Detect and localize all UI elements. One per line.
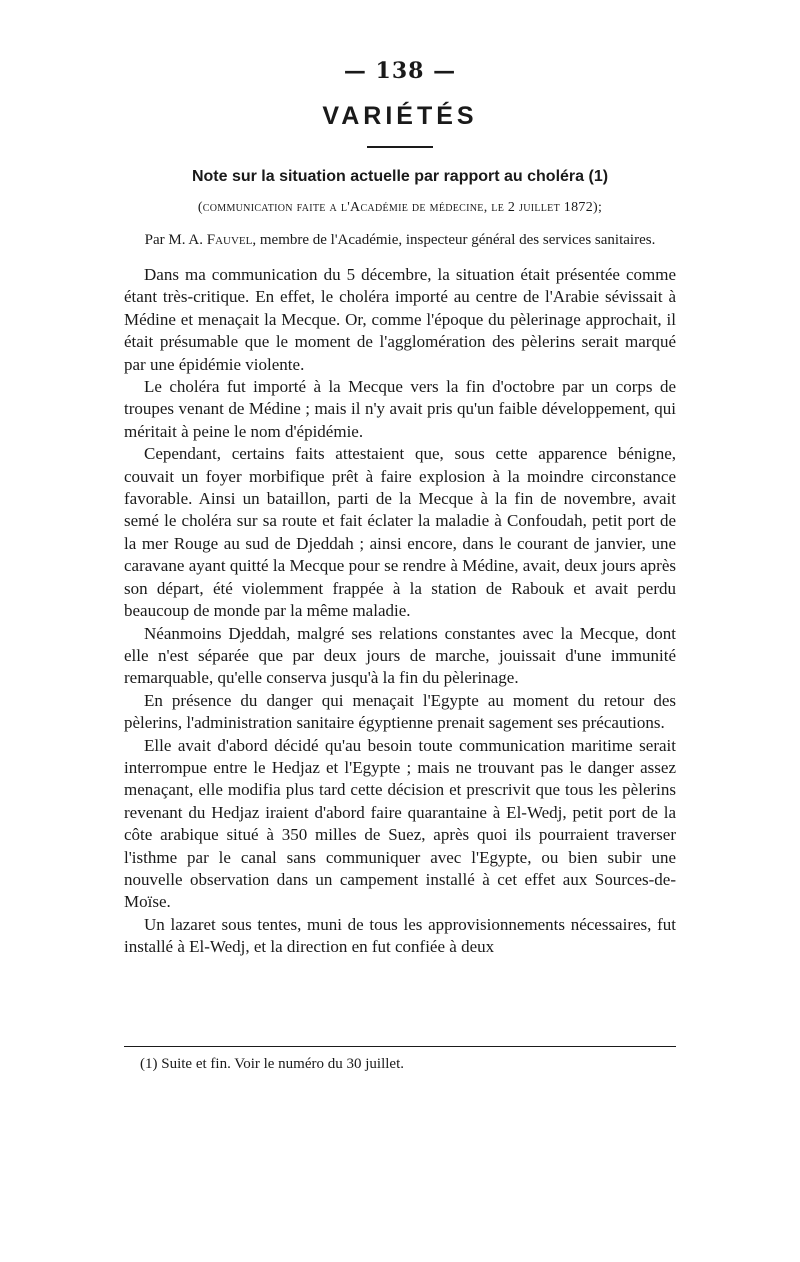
paragraph: Cependant, certains faits attestaient que, sous cette apparence bénigne, couvait un foyer morbifique prêt à faire explosion à la moindre circonstance favorable. Ainsi un bataillon, parti de la Mecque à la fin de novembre, avait semé le choléra sur sa route et fait éclater la maladie à Confoudah, petit port de la mer Rouge au sud de Djeddah ; ainsi encore, dans le courant de janvier, une caravane ayant quitté la Mecque pour se rendre à Médine, avait, deux jours après son départ, été violemment frappée à la station de Rabouk et avait perdu beaucoup de monde par la même maladie. <box>124 444 676 621</box>
page-number: — 138 — <box>343 58 457 84</box>
article-body <box>124 264 676 959</box>
article-title: Note sur la situation actuelle par rapport au choléra (1) <box>191 168 609 185</box>
paragraph: Le choléra fut importé à la Mecque vers la fin d'octobre par un corps de troupes venant de Médine ; mais il n'y avait pris qu'un faible développement, qui méritait à peine le nom d'épidémie. <box>124 377 676 441</box>
paragraph: En présence du danger qui menaçait l'Egypte au moment du retour des pèlerins, l'administration sanitaire égyptienne prenait sagement ses précautions. <box>124 690 676 733</box>
section-title: VARIÉTÉS <box>322 102 478 130</box>
paragraph: Néanmoins Djeddah, malgré ses relations constantes avec la Mecque, dont elle n'est séparée que par deux jours de marche, jouissait d'une immunité remarquable, qu'elle conserva jusqu'à la fin du pèlerinage. <box>124 623 676 688</box>
author-name: Fauvel <box>206 232 253 248</box>
author-prefix: Par M. A. <box>144 232 203 248</box>
footnote-divider <box>124 1046 676 1047</box>
paragraph: Un lazaret sous tentes, muni de tous les approvisionnements nécessaires, fut installé à El-Wedj, et la direction en fut confiée à deux <box>124 914 676 957</box>
article-author <box>40 232 760 249</box>
article-subtitle: (communication faite a l'Académie de médecine, le 2 juillet 1872); <box>197 200 603 215</box>
paragraph: Dans ma communication du 5 décembre, la situation était présentée comme étant très-critique. En effet, le choléra importé au centre de l'Arabie sévissait à Médine et menaçait la Mecque. Or, comme l'époque du pèlerinage approchait, il était présumable que le moment de l'agglomération des pèlerins serait marqué par une épidémie violente. <box>124 265 676 374</box>
footnote: (1) Suite et fin. Voir le numéro du 30 juillet. <box>140 1056 404 1072</box>
paragraph: Elle avait d'abord décidé qu'au besoin toute communication maritime serait interrompue entre le Hedjaz et l'Egypte ; mais ne trouvant pas le danger assez menaçant, elle modifia plus tard cette décision et prescrivit que tous les pèlerins revenant du Hedjaz iraient d'abord faire quarantaine à El-Wedj, petit port de la côte arabique situé à 350 milles de Suez, après quoi ils pourraient traverser l'isthme par le canal sans communiquer avec l'Egypte, ou bien subir une nouvelle observation dans un campement installé à cet effet aux Sources-de-Moïse. <box>124 735 676 912</box>
title-divider <box>367 146 433 148</box>
author-suffix: , membre de l'Académie, inspecteur général des services sanitaires. <box>252 232 656 248</box>
